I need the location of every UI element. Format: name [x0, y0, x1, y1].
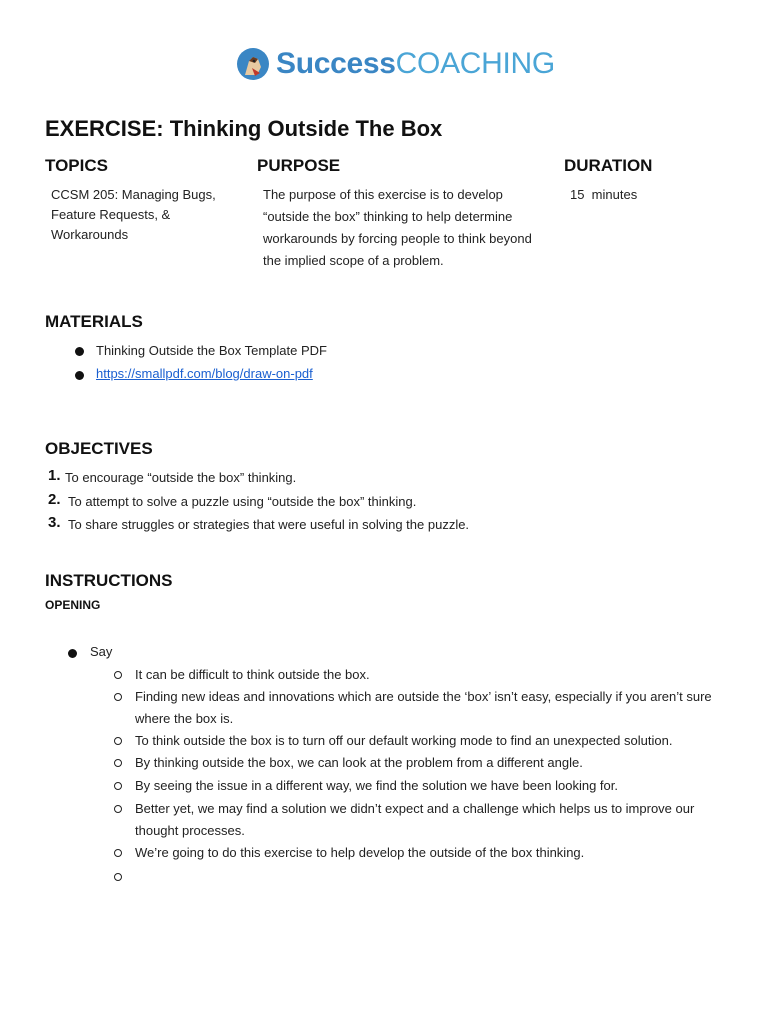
instruction-point-text: We’re going to do this exercise to help develop the outside of the box thinking. — [135, 845, 585, 860]
instruction-point-text: By thinking outside the box, we can look at the problem from a different angle. — [135, 755, 583, 770]
materials-heading: MATERIALS — [45, 312, 143, 331]
circle-bullet-icon — [114, 849, 122, 857]
circle-bullet-icon — [114, 873, 122, 881]
circle-bullet-icon — [114, 805, 122, 813]
objective-text: To attempt to solve a puzzle using “outside the box” thinking. — [68, 494, 417, 509]
duration-heading: DURATION — [564, 156, 653, 175]
logo-wordmark — [276, 47, 555, 81]
purpose-heading: PURPOSE — [257, 156, 341, 175]
instruction-point-text: To think outside the box is to turn off our default working mode to find an unexpected solution. — [135, 733, 673, 748]
topics-heading: TOPICS — [45, 156, 108, 175]
circle-bullet-icon — [114, 671, 122, 679]
circle-bullet-icon — [114, 759, 122, 767]
mascot-icon — [236, 47, 270, 81]
instruction-point-text: By seeing the issue in a different way, we find the solution we have been looking for. — [135, 778, 618, 793]
opening-subheading: OPENING — [45, 598, 101, 612]
bullet-icon — [75, 371, 84, 380]
bullet-icon — [68, 649, 77, 658]
logo-bold-text: Success — [276, 47, 396, 80]
objective-number: 1. — [48, 467, 61, 484]
circle-bullet-icon — [114, 782, 122, 790]
topics-text: CCSM 205: Managing Bugs, Feature Requests, & Workarounds — [51, 187, 216, 242]
logo-light-text: COACHING — [395, 47, 555, 80]
logo — [236, 44, 555, 84]
purpose-text: The purpose of this exercise is to develop “outside the box” thinking to help determine workarounds by forcing people to think beyond the implied scope of a problem. — [263, 187, 532, 268]
instruction-point-text: Better yet, we may find a solution we didn’t expect and a challenge which helps us to improve our thought processes. — [135, 801, 695, 838]
objective-text: To share struggles or strategies that were useful in solving the puzzle. — [68, 517, 470, 532]
objectives-heading: OBJECTIVES — [45, 439, 153, 458]
objective-text: To encourage “outside the box” thinking. — [65, 470, 297, 485]
duration-text: 15 minutes — [570, 187, 638, 202]
material-item: Thinking Outside the Box Template PDF — [96, 343, 327, 358]
circle-bullet-icon — [114, 737, 122, 745]
instruction-point-text: It can be difficult to think outside the box. — [135, 667, 370, 682]
material-link[interactable]: https://smallpdf.com/blog/draw-on-pdf — [96, 366, 313, 381]
instruction-point-text: Finding new ideas and innovations which are outside the ‘box’ isn’t easy, especially if you aren’t sure where the box is. — [135, 689, 712, 726]
bullet-icon — [75, 347, 84, 356]
instructions-heading: INSTRUCTIONS — [45, 571, 173, 590]
objective-number: 3. — [48, 514, 61, 531]
page-title: EXERCISE: Thinking Outside The Box — [45, 116, 443, 141]
say-label: Say — [90, 644, 113, 659]
circle-bullet-icon — [114, 693, 122, 701]
objective-number: 2. — [48, 491, 61, 508]
